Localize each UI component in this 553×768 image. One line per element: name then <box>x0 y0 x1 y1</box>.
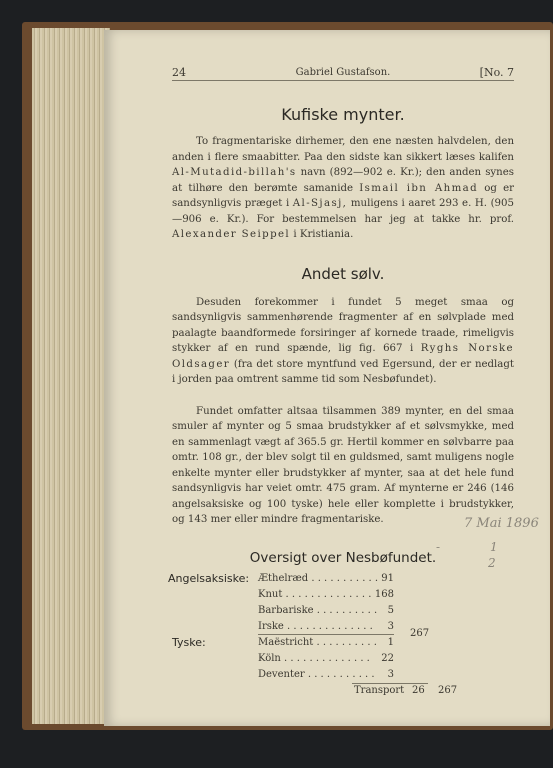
paragraph-andet-2: Fundet omfatter altsaa tilsammen 389 mynter, en del smaa smuler af mynter og 5 smaa brudstykker af et sølvsmykke, med en sammenlagt vægt af 365.5 gr. Hertil kommer en sølvbarre paa omtr. 108 gr., der blev solgt til en guldsmed, samt muligens nogle enkelte mynter eller brudstykker af mynter, saa at det hele fund sandsynligvis har veiet omtr. 475 gram. Af mynterne er 246 (146 angelsaksiske og 100 tyske) hele eller komplette i brudstykker, og 143 mer eller mindre fragmentariske. <box>172 405 514 525</box>
section-title-kufiske: Kufiske mynter. <box>281 105 405 124</box>
spaced-name: Alexander Seippel <box>172 229 291 240</box>
table-row <box>258 652 394 666</box>
row-value: 3 <box>387 620 394 632</box>
spaced-name: Al-Sjasj, <box>292 198 348 209</box>
transport-sum: 267 <box>438 684 458 696</box>
row-name: Köln . . . . . . . . . . . . . . <box>258 652 370 664</box>
row-name: Irske . . . . . . . . . . . . . . <box>258 620 373 632</box>
row-value: 1 <box>387 636 394 648</box>
table-row <box>258 588 394 602</box>
spaced-name: Al-Mutadid-billah's <box>172 167 297 178</box>
table-row <box>258 604 394 618</box>
pencil-note-1: 1 <box>490 540 498 554</box>
pencil-note-2: 2 <box>488 556 496 570</box>
row-name: Deventer . . . . . . . . . . . <box>258 668 375 680</box>
pencil-date-note: 7 Mai 1896 <box>464 516 539 531</box>
table-row <box>258 668 394 682</box>
paragraph-andet-1 <box>172 295 514 388</box>
text-run: og er sandsynligvis præget i <box>172 182 514 209</box>
text-run: Desuden forekommer i fundet 5 meget smaa og sandsynligvis sammenhørende fragmenter af en sølvplade med paalagte baandformede forsiringer af kornede traade, rimeligvis stykker af en rund spænde, lig fig. 667 i <box>172 296 514 354</box>
category-angelsaksiske: Angelsaksiske: <box>168 571 250 585</box>
page-number: 24 <box>172 66 186 79</box>
row-value: 168 <box>374 588 394 600</box>
row-name: Barbariske . . . . . . . . . . <box>258 604 378 616</box>
section-title-andet: Andet sølv. <box>301 264 385 283</box>
row-value: 22 <box>381 652 394 664</box>
row-value: 3 <box>387 668 394 680</box>
page-edges <box>32 28 110 724</box>
category-tyske: Tyske: <box>172 635 206 649</box>
transport-rule <box>352 683 428 684</box>
paragraph-kufiske <box>172 134 514 243</box>
subtotal-rule <box>258 634 394 635</box>
oversigt-title: Oversigt over Nesbøfundet. <box>249 549 437 566</box>
table-row <box>258 620 394 634</box>
table-row <box>258 572 394 586</box>
author-name: Gabriel Gustafson. <box>295 67 391 78</box>
text-run: muligens i aaret 293 e. H. (905—906 e. Kr.). For bestemmelsen har jeg at takke hr. prof. <box>172 198 515 225</box>
text-run: (fra det store myntfund ved Egersund, der er nedlagt i jorden paa omtrent samme tid som Nesbøfundet). <box>172 358 514 385</box>
row-name: Knut . . . . . . . . . . . . . . <box>258 588 372 600</box>
angelsaksiske-sum: 267 <box>410 627 430 639</box>
oversigt-table <box>168 571 514 702</box>
row-value: 91 <box>381 572 394 584</box>
text-run: i Kristiania. <box>290 229 354 240</box>
spaced-name: Ismail ibn Ahmad <box>359 182 479 194</box>
spaced-name: Ryghs Norske Oldsager <box>172 343 514 370</box>
row-name: Æthelræd . . . . . . . . . . . <box>258 572 379 584</box>
text-run: navn (892—902 e. Kr.); den anden synes at tilhøre den berømte samanide <box>172 167 514 194</box>
transport-value: 26 <box>412 684 425 696</box>
text-run: To fragmentariske dirhemer, den ene næsten halvdelen, den anden i flere smaabitter. Paa den sidste kan sikkert læses kalifen <box>172 136 514 163</box>
table-row <box>258 636 394 650</box>
running-header <box>172 60 514 81</box>
transport-label: Transport <box>354 684 405 696</box>
pencil-dash-note: - <box>436 540 441 554</box>
issue-number: [No. 7 <box>479 66 514 79</box>
page-content <box>168 60 515 702</box>
row-name: Maëstricht . . . . . . . . . . <box>258 636 377 648</box>
row-value: 5 <box>387 604 394 616</box>
